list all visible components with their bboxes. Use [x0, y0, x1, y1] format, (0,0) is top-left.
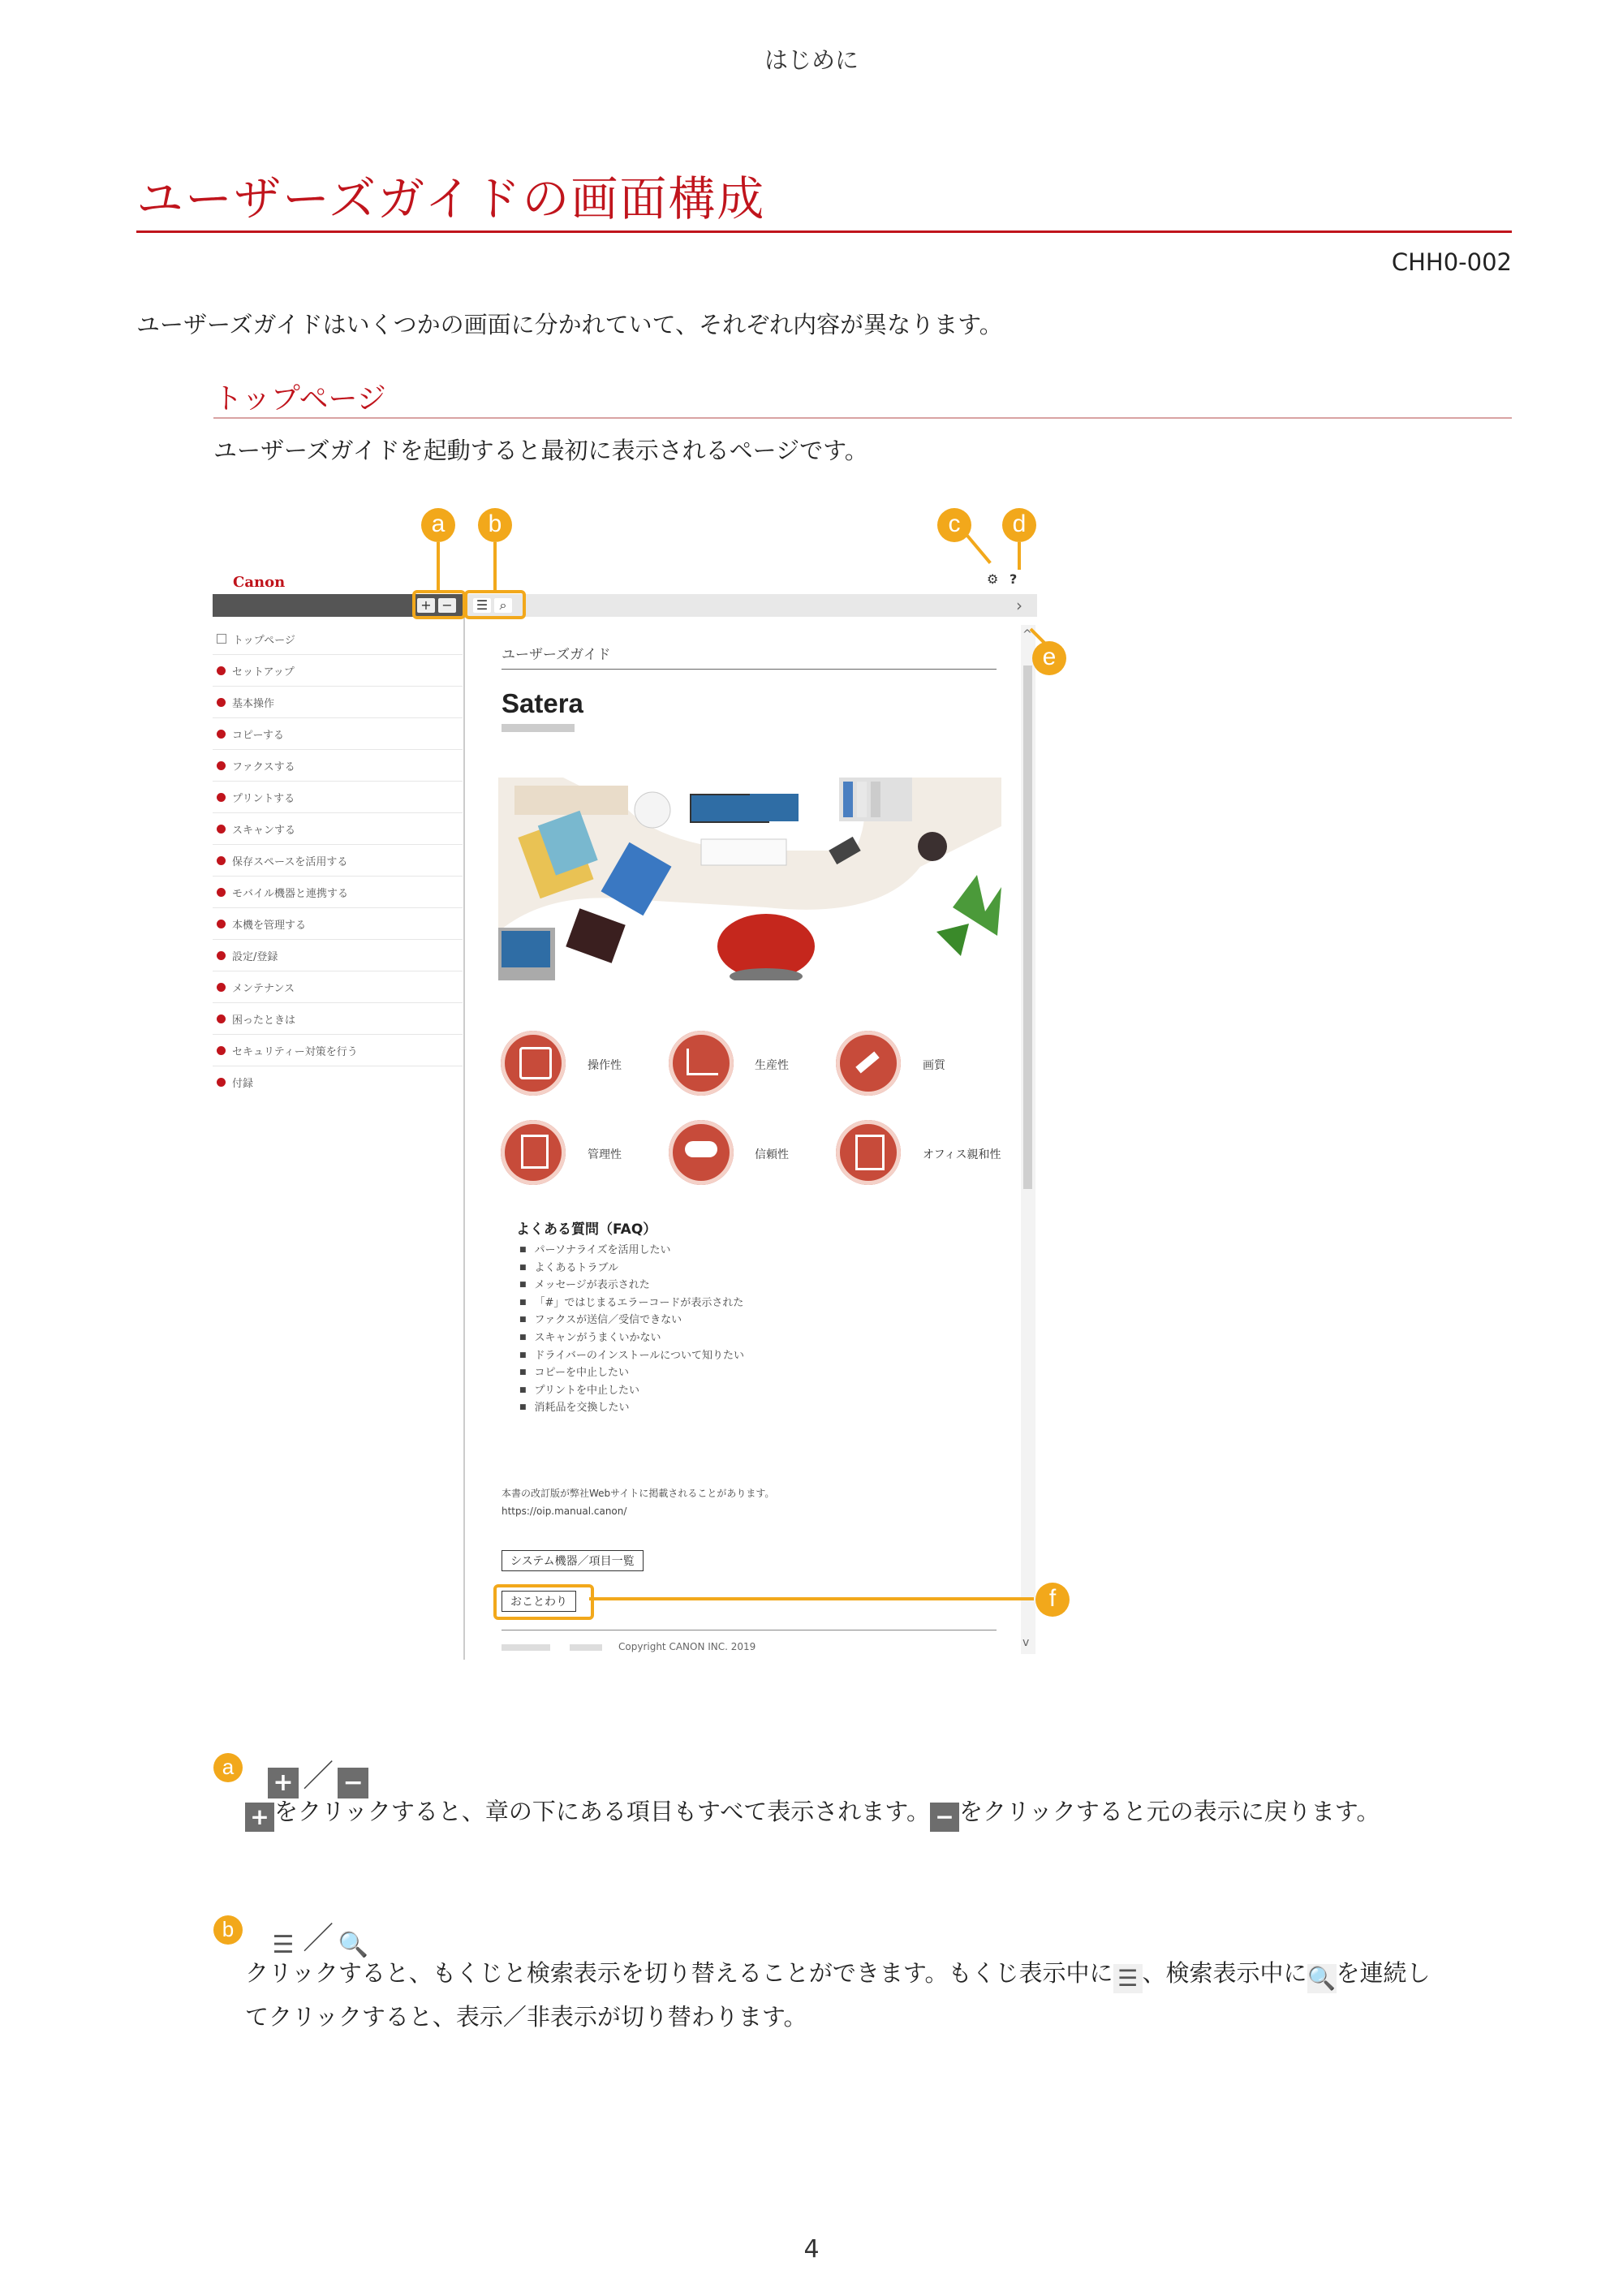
clipboard-glyph [521, 1135, 549, 1169]
chapter-bullet-icon [217, 856, 226, 865]
product-name: Satera [502, 688, 583, 718]
chapter-caption: はじめに [764, 46, 859, 74]
sidebar-item[interactable]: 困ったときは [213, 1003, 463, 1035]
feature-label: オフィス親和性 [923, 1148, 1001, 1161]
feature-label: 画質 [923, 1059, 945, 1072]
pane-divider[interactable] [463, 617, 465, 1660]
separator: ／ [303, 1758, 334, 1794]
sidebar-item[interactable]: スキャンする [213, 813, 463, 845]
feature-label: 管理性 [588, 1148, 622, 1161]
feature-label: 生産性 [755, 1059, 789, 1072]
chapter-bullet-icon [217, 825, 226, 834]
system-options-button[interactable]: システム機器／項目一覧 [502, 1550, 644, 1571]
guide-screenshot [213, 568, 1037, 1660]
faq-item[interactable]: ■ コピーを中止したい [519, 1364, 744, 1382]
sidebar-item[interactable]: コピーする [213, 718, 463, 750]
chapter-bullet-icon [217, 666, 226, 675]
search-icon: 🔍 [1307, 1965, 1336, 1992]
chapter-bullet-icon [217, 1014, 226, 1023]
touch-glyph [519, 1047, 552, 1079]
office-illustration [498, 778, 1001, 980]
handshake-glyph [685, 1141, 717, 1157]
doc-date-blurred [570, 1644, 602, 1651]
office-desk-illustration [498, 778, 1001, 980]
callout-a-line [437, 542, 440, 591]
search-icon: 🔍 [338, 1930, 368, 1959]
faq-item[interactable]: ■ スキャンがうまくいかない [519, 1329, 744, 1347]
chapter-bullet-icon [217, 983, 226, 992]
item-a-badge: a [213, 1753, 243, 1782]
guide-label: ユーザーズガイド [502, 647, 611, 663]
chapter-bullet-icon [217, 920, 226, 928]
sidebar-item[interactable]: モバイル機器と連携する [213, 877, 463, 908]
sidebar-item[interactable]: メンテナンス [213, 971, 463, 1003]
chapter-bullet-icon [217, 1078, 226, 1087]
guide-rule [502, 669, 997, 670]
sidebar-item[interactable]: ファクスする [213, 750, 463, 782]
callout-c: c [937, 508, 971, 542]
chapter-bullet-icon [217, 1046, 226, 1055]
faq-item[interactable]: ■ ファクスが送信／受信できない [519, 1312, 744, 1329]
scrollbar-thumb[interactable] [1023, 666, 1032, 1189]
sidebar-item[interactable]: プリントする [213, 782, 463, 813]
faq-item[interactable]: ■ プリントを中止したい [519, 1382, 744, 1400]
plus-icon: + [268, 1768, 299, 1798]
settings-icon[interactable]: ⚙ [987, 571, 999, 587]
scroll-down-icon[interactable]: v [1022, 1636, 1030, 1649]
collapse-all-icon[interactable]: − [438, 598, 456, 613]
building-glyph [855, 1135, 885, 1170]
notice-button[interactable]: おことわり [502, 1591, 576, 1612]
item-b-badge: b [213, 1915, 243, 1945]
feature-label: 操作性 [588, 1059, 622, 1072]
faq-item[interactable]: ■ 消耗品を交換したい [519, 1399, 744, 1417]
faq-item[interactable]: ■ よくあるトラブル [519, 1260, 744, 1277]
sidebar-item[interactable]: セットアップ [213, 655, 463, 687]
chapter-bullet-icon [217, 888, 226, 897]
sidebar-item[interactable]: セキュリティー対策を行う [213, 1035, 463, 1066]
sidebar-item[interactable]: 本機を管理する [213, 908, 463, 940]
sidebar-item[interactable]: 設定/登録 [213, 940, 463, 971]
item-a-description: + をクリックすると、章の下にある項目もすべて表示されます。 − をクリックすると元の表示に戻ります。 [245, 1790, 1380, 1833]
minus-icon: − [338, 1768, 368, 1798]
section-description: ユーザーズガイドを起動すると最初に表示されるページです。 [213, 437, 868, 464]
chevron-right-icon[interactable]: › [1016, 596, 1022, 615]
plus-icon: + [245, 1803, 274, 1832]
document-code: CHH0-002 [1391, 248, 1512, 276]
minus-icon: − [930, 1803, 959, 1832]
sidebar-item-top[interactable]: トップページ [213, 623, 463, 655]
chapter-bullet-icon [217, 698, 226, 707]
faq-title: よくある質問（FAQ） [516, 1221, 657, 1238]
sidebar-toc [213, 623, 463, 1097]
chapter-bullet-icon [217, 730, 226, 739]
callout-f-highlight [493, 1584, 594, 1620]
page-icon [217, 634, 226, 644]
faq-item[interactable]: ■ 「#」ではじまるエラーコードが表示された [519, 1294, 744, 1312]
page-number: 4 [803, 2235, 820, 2264]
faq-item[interactable]: ■ パーソナライズを活用したい [519, 1242, 744, 1260]
search-icon[interactable]: ⌕ [494, 598, 512, 613]
callout-d-line [1018, 542, 1021, 570]
callout-b-highlight [464, 590, 526, 619]
chapter-bullet-icon [217, 761, 226, 770]
section-divider [213, 417, 1512, 419]
sidebar-item[interactable]: 付録 [213, 1066, 463, 1097]
feature-label: 信頼性 [755, 1148, 789, 1161]
scroll-up-icon[interactable]: ^ [1022, 628, 1032, 641]
callout-a: a [421, 508, 455, 542]
section-title: トップページ [213, 382, 386, 416]
chapter-bullet-icon [217, 793, 226, 802]
footer-copyright: Copyright CANON INC. 2019 [618, 1641, 756, 1652]
faq-list [519, 1242, 744, 1417]
callout-a-highlight [412, 590, 466, 619]
model-name-blurred [502, 724, 575, 732]
separator: ／ [303, 1920, 334, 1956]
callout-f: f [1035, 1583, 1070, 1617]
intro-text: ユーザーズガイドはいくつかの画面に分かれていて、それぞれ内容が異なります。 [136, 311, 1003, 338]
canon-logo: Canon [233, 574, 286, 591]
callout-d: d [1002, 508, 1036, 542]
help-icon[interactable]: ? [1010, 571, 1018, 587]
sidebar-item[interactable]: 保存スペースを活用する [213, 845, 463, 877]
manual-url-link[interactable]: https://oip.manual.canon/ [502, 1506, 627, 1517]
callout-b-line [493, 542, 497, 591]
item-b-description: クリックすると、もくじと検索表示を切り替えることができます。もくじ表示中に ☰ 、検索表示中に🔍を連続し てクリックすると、表示／非表示が切り替わります。 [245, 1959, 1431, 2031]
chapter-bullet-icon [217, 951, 226, 960]
content-toolbar [467, 594, 1037, 617]
chart-glyph [687, 1049, 718, 1075]
callout-e: e [1032, 641, 1066, 675]
page-title: ユーザーズガイドの画面構成 [136, 171, 766, 226]
sidebar-item[interactable]: 基本操作 [213, 687, 463, 718]
toc-icon[interactable]: ☰ [473, 598, 491, 613]
faq-item[interactable]: ■ メッセージが表示された [519, 1277, 744, 1294]
faq-item[interactable]: ■ ドライバーのインストールについて知りたい [519, 1347, 744, 1365]
toc-icon: ☰ [1113, 1964, 1143, 1993]
revision-note: 本書の改訂版が弊社Webサイトに掲載されることがあります。 https://oip.manual.canon/ [502, 1484, 774, 1520]
toc-icon: ☰ [268, 1930, 299, 1961]
doc-number-blurred [502, 1644, 550, 1651]
title-divider [136, 230, 1512, 233]
expand-all-icon[interactable]: + [417, 598, 435, 613]
callout-c-line [966, 535, 991, 564]
callout-b: b [478, 508, 512, 542]
callout-f-line [589, 1597, 1034, 1600]
